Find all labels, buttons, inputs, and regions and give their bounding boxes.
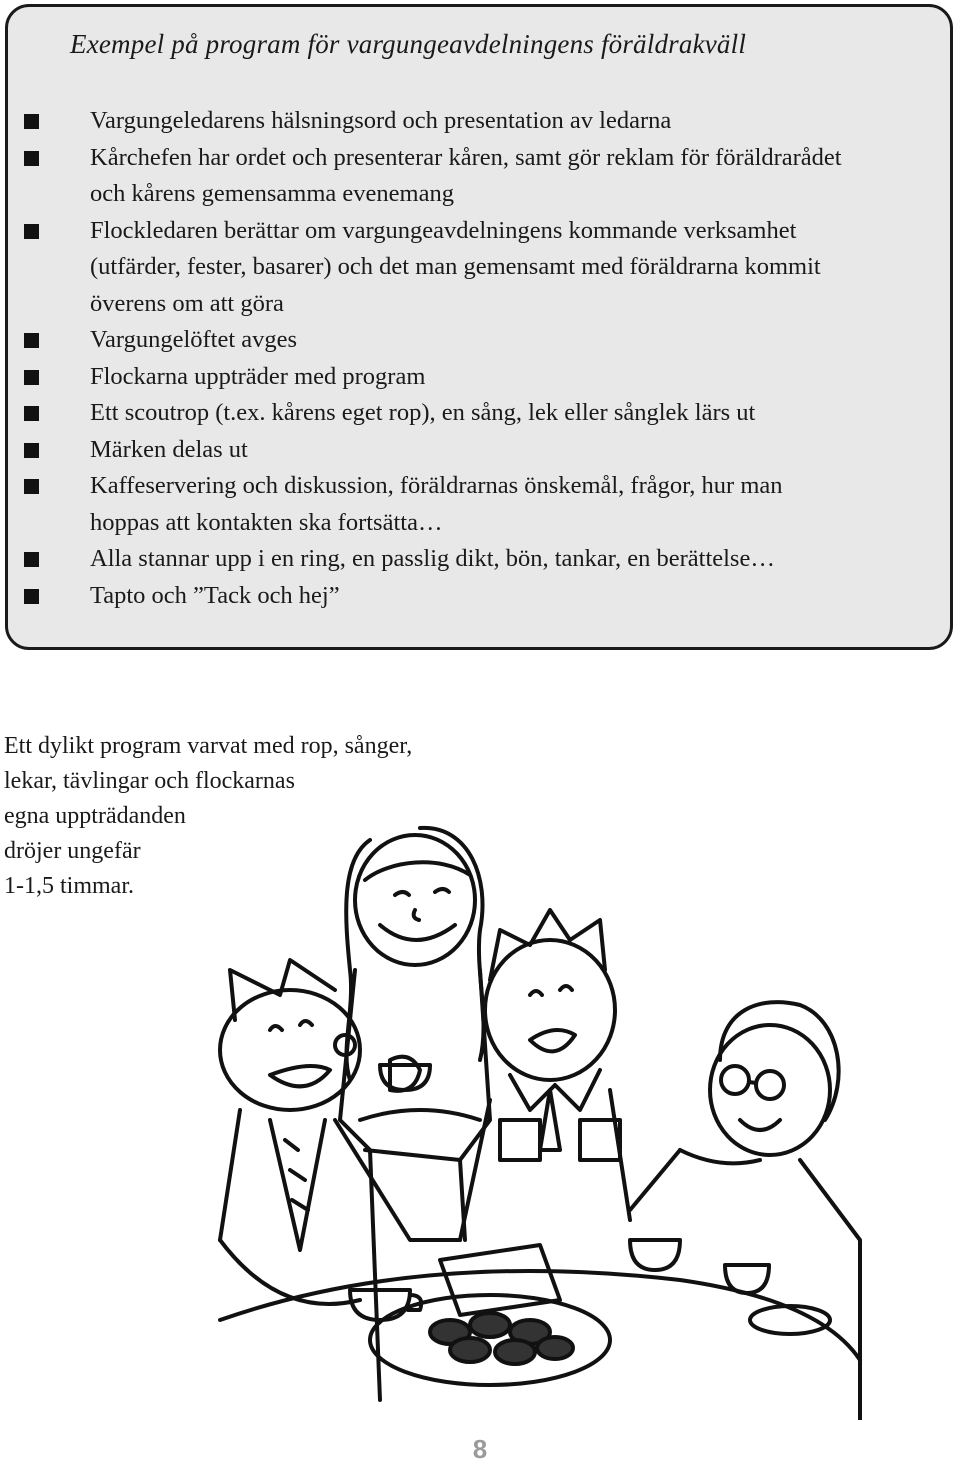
square-bullet-icon xyxy=(24,589,39,604)
list-item xyxy=(8,322,956,359)
list-item-text: Alla stannar upp i en ring, en passlig dikt, bön, tankar, en berättelse… xyxy=(90,545,775,572)
list-item-text-cont: överens om att göra xyxy=(90,289,284,317)
list-item-text: Flockarna uppträder med program xyxy=(90,362,426,390)
square-bullet-icon xyxy=(24,443,39,458)
list-item-text-cont: och kårens gemensamma evenemang xyxy=(90,180,454,207)
older-woman-figure xyxy=(630,1002,860,1420)
list-item-text: Tapto och ”Tack och hej” xyxy=(90,581,340,609)
program-box xyxy=(5,4,953,650)
square-bullet-icon xyxy=(24,406,39,421)
caption-line: Ett dylikt program varvat med rop, sånger, xyxy=(4,733,413,759)
list-item-text: Flockledaren berättar om vargungeavdelningens kommande verksamhet xyxy=(90,216,797,244)
list-item xyxy=(8,432,956,469)
caption-line: egna uppträdanden xyxy=(4,803,186,829)
square-bullet-icon xyxy=(24,552,39,567)
coffee-cups xyxy=(350,1065,830,1334)
caption-line: dröjer ungefär xyxy=(4,838,141,864)
caption-line: 1-1,5 timmar. xyxy=(4,873,134,899)
square-bullet-icon xyxy=(24,479,39,494)
list-item xyxy=(8,213,956,323)
program-list xyxy=(8,103,956,614)
square-bullet-icon xyxy=(24,151,39,166)
list-item xyxy=(8,140,956,213)
list-item-text: Kaffeservering och diskussion, föräldrarnas önskemål, frågor, hur man xyxy=(90,472,783,499)
list-item xyxy=(8,103,956,140)
list-item-text: Vargungeledarens hälsningsord och presentation av ledarna xyxy=(90,107,672,134)
box-title: Exempel på program för vargungeavdelningens föräldrakväll xyxy=(70,29,747,59)
list-item-text-cont: (utfärder, fester, basarer) och det man gemensamt med föräldrarna kommit xyxy=(90,253,821,280)
coffee-party-illustration xyxy=(160,820,880,1420)
list-item-text: Ett scoutrop (t.ex. kårens eget rop), en sång, lek eller sånglek lärs ut xyxy=(90,399,756,426)
list-item-text: Kårchefen har ordet och presenterar kåren, samt gör reklam för föräldrarådet xyxy=(90,143,842,171)
list-item-text-cont: hoppas att kontakten ska fortsätta… xyxy=(90,508,443,536)
list-item xyxy=(8,395,956,432)
list-item xyxy=(8,468,956,541)
list-item-text: Märken delas ut xyxy=(90,435,248,463)
caption-line: lekar, tävlingar och flockarnas xyxy=(4,768,295,794)
list-item xyxy=(8,541,956,578)
list-item-text: Vargungelöftet avges xyxy=(90,326,298,353)
page-number: 8 xyxy=(472,1434,488,1464)
square-bullet-icon xyxy=(24,114,39,129)
square-bullet-icon xyxy=(24,370,39,385)
paper-sheet xyxy=(440,1245,560,1315)
list-item xyxy=(8,578,956,615)
square-bullet-icon xyxy=(24,224,39,239)
square-bullet-icon xyxy=(24,333,39,348)
man-figure xyxy=(220,960,460,1304)
list-item xyxy=(8,359,956,396)
